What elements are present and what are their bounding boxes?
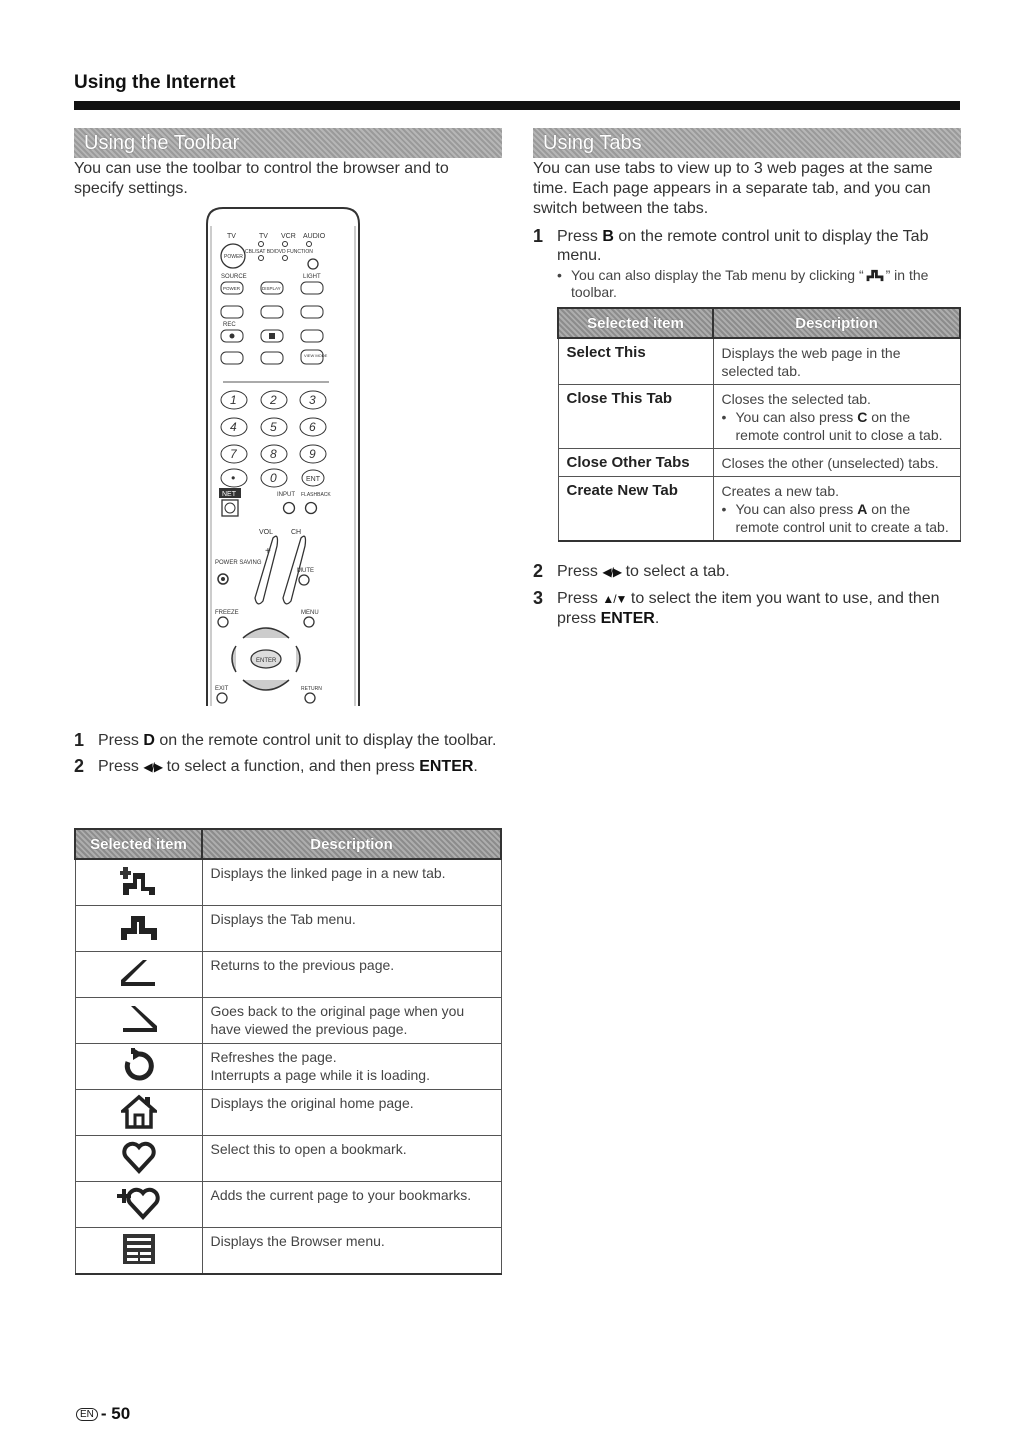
remote-label-rec: REC [223, 322, 236, 328]
toolbar-section-banner: Using the Toolbar [74, 128, 502, 158]
remote-label-input: INPUT [277, 492, 295, 498]
header-rule [74, 101, 960, 110]
remote-label-enter: ENTER [256, 658, 277, 664]
tabs-step-1: 1 Press B on the remote control unit to display the Tab menu. [533, 226, 929, 264]
table-row [75, 1136, 501, 1182]
table-row [75, 998, 501, 1044]
remote-label-return: RETURN [301, 686, 322, 692]
new-tab-icon [119, 865, 159, 897]
table-cell-description: Creates a new tab. • You can also press A on the remote control unit to create a tab. [713, 477, 960, 542]
remote-digit-2: 2 [270, 393, 277, 407]
enter-key-ref: ENTER [600, 610, 655, 627]
tabs-items-table [557, 307, 961, 542]
table-cell-item: Select This [558, 338, 713, 385]
table-header-description: Description [202, 829, 501, 859]
table-cell-description: Displays the web page in the selected tab. [713, 338, 960, 385]
table-row [558, 338, 960, 385]
remote-label-source: SOURCE [221, 274, 247, 280]
table-cell-description: Closes the selected tab. • You can also press C on the remote control unit to close a tab. [713, 385, 960, 449]
remote-label-mute: MUTE [297, 568, 314, 574]
language-badge: EN [76, 1408, 98, 1421]
remote-label-power: POWER [224, 254, 243, 260]
toolbar-section [74, 128, 502, 1249]
table-row [75, 1090, 501, 1136]
back-icon [119, 958, 159, 988]
remote-label-flashback: FLASHBACK [301, 492, 331, 498]
table-header-description: Description [713, 308, 960, 338]
table-cell-description: Adds the current page to your bookmarks. [202, 1182, 501, 1228]
tabs-step-2: 2 Press ◀/▶ to select a tab. [533, 561, 730, 581]
page-title: Using the Internet [74, 72, 236, 93]
remote-key-view: VIEW MODE [304, 353, 328, 358]
table-cell-description: Closes the other (unselected) tabs. [713, 449, 960, 477]
tabs-section [533, 128, 961, 635]
remote-digit-7: 7 [230, 447, 237, 461]
toolbar-intro: You can use the toolbar to control the browser and to specify settings. [74, 160, 449, 197]
remote-control-illustration [203, 206, 363, 706]
table-row [75, 1044, 501, 1090]
remote-label-modes: CBL/SAT BD/DVD FUNCTION [245, 249, 313, 255]
table-row [75, 1228, 501, 1275]
table-cell-item: Close This Tab [558, 385, 713, 449]
remote-key-ref: D [143, 732, 155, 749]
remote-label-tv2: TV [259, 233, 268, 240]
browser-menu-icon [121, 1232, 157, 1266]
table-cell-description: Displays the linked page in a new tab. [202, 859, 501, 906]
toolbar-step-1: 1 Press D on the remote control unit to display the toolbar. [74, 730, 497, 750]
page-footer [76, 1404, 130, 1424]
table-cell-description: Displays the Browser menu. [202, 1228, 501, 1275]
table-cell-description: Returns to the previous page. [202, 952, 501, 998]
step-number: 2 [533, 561, 544, 581]
left-right-arrows-icon: ◀/▶ [602, 565, 622, 579]
remote-digit-8: 8 [270, 447, 277, 461]
table-row [75, 952, 501, 998]
remote-key-power: POWER [223, 286, 241, 291]
tabs-step-1-note: • You can also display the Tab menu by clicking “ ” in the toolbar. [557, 267, 929, 300]
table-row [558, 477, 960, 542]
bookmark-icon [121, 1139, 157, 1175]
remote-label-menu: MENU [301, 610, 319, 616]
remote-digit-9: 9 [309, 447, 316, 461]
table-cell-item: Close Other Tabs [558, 449, 713, 477]
up-down-arrows-icon: ▲/▼ [602, 592, 627, 606]
page-number: - 50 [100, 1404, 131, 1423]
remote-key-ref: B [602, 228, 614, 245]
table-cell-item: Create New Tab [558, 477, 713, 542]
table-cell-description: Goes back to the original page when you have viewed the previous page. [202, 998, 501, 1044]
remote-key-display: DISPLAY [262, 286, 281, 291]
remote-digit-ent: ENT [306, 476, 320, 483]
tabs-section-banner: Using Tabs [533, 128, 961, 158]
table-cell-description: Refreshes the page. Interrupts a page while it is loading. [202, 1044, 501, 1090]
remote-label-ch: CH [291, 529, 302, 536]
toolbar-items-table [74, 828, 502, 1275]
remote-digit-3: 3 [309, 393, 316, 407]
remote-label-freeze: FREEZE [215, 610, 239, 616]
remote-digit-5: 5 [270, 420, 277, 434]
step-number: 3 [533, 588, 544, 608]
svg-text:+: + [265, 546, 271, 557]
table-row [75, 906, 501, 952]
left-right-arrows-icon: ◀/▶ [143, 760, 163, 774]
add-bookmark-icon [117, 1185, 161, 1221]
forward-icon [119, 1004, 159, 1034]
remote-digit-0: 0 [270, 471, 277, 485]
tab-menu-icon [864, 268, 886, 282]
remote-label-net: NET [222, 491, 236, 498]
step-number: 2 [74, 756, 85, 776]
refresh-icon [121, 1046, 157, 1084]
table-row [558, 385, 960, 449]
toolbar-steps [74, 731, 502, 784]
remote-label-power-saving: POWER SAVING [215, 560, 262, 566]
table-row [75, 1182, 501, 1228]
remote-digit-dot: • [231, 471, 236, 485]
table-row [558, 449, 960, 477]
remote-label-vcr: VCR [281, 233, 296, 240]
enter-key-ref: ENTER [419, 758, 474, 775]
remote-label-light: LIGHT [303, 274, 321, 280]
remote-digit-4: 4 [230, 420, 237, 434]
remote-digit-1: 1 [230, 393, 237, 407]
table-cell-description: Displays the original home page. [202, 1090, 501, 1136]
table-cell-description: Select this to open a bookmark. [202, 1136, 501, 1182]
table-cell-description: Displays the Tab menu. [202, 906, 501, 952]
tabs-step-3: 3 Press ▲/▼ to select the item you want to use, and then press ENTER. [533, 588, 940, 627]
step-number: 1 [533, 226, 544, 246]
table-header-selected-item: Selected item [75, 829, 202, 859]
remote-label-audio: AUDIO [303, 233, 326, 240]
home-icon [121, 1093, 157, 1129]
remote-label-tv: TV [227, 233, 236, 240]
toolbar-step-2: 2 Press ◀/▶ to select a function, and then press ENTER. [74, 756, 478, 776]
table-header-selected-item: Selected item [558, 308, 713, 338]
table-row [75, 859, 501, 906]
remote-label-exit: EXIT [215, 686, 229, 692]
remote-control-drawing [203, 206, 363, 706]
tabs-intro: You can use tabs to view up to 3 web pages at the same time. Each page appears in a separate tab, and you can switch between the tabs. [533, 160, 933, 217]
tab-menu-icon [119, 912, 159, 942]
remote-digit-6: 6 [309, 420, 316, 434]
step-number: 1 [74, 730, 85, 750]
remote-label-vol: VOL [259, 529, 274, 536]
